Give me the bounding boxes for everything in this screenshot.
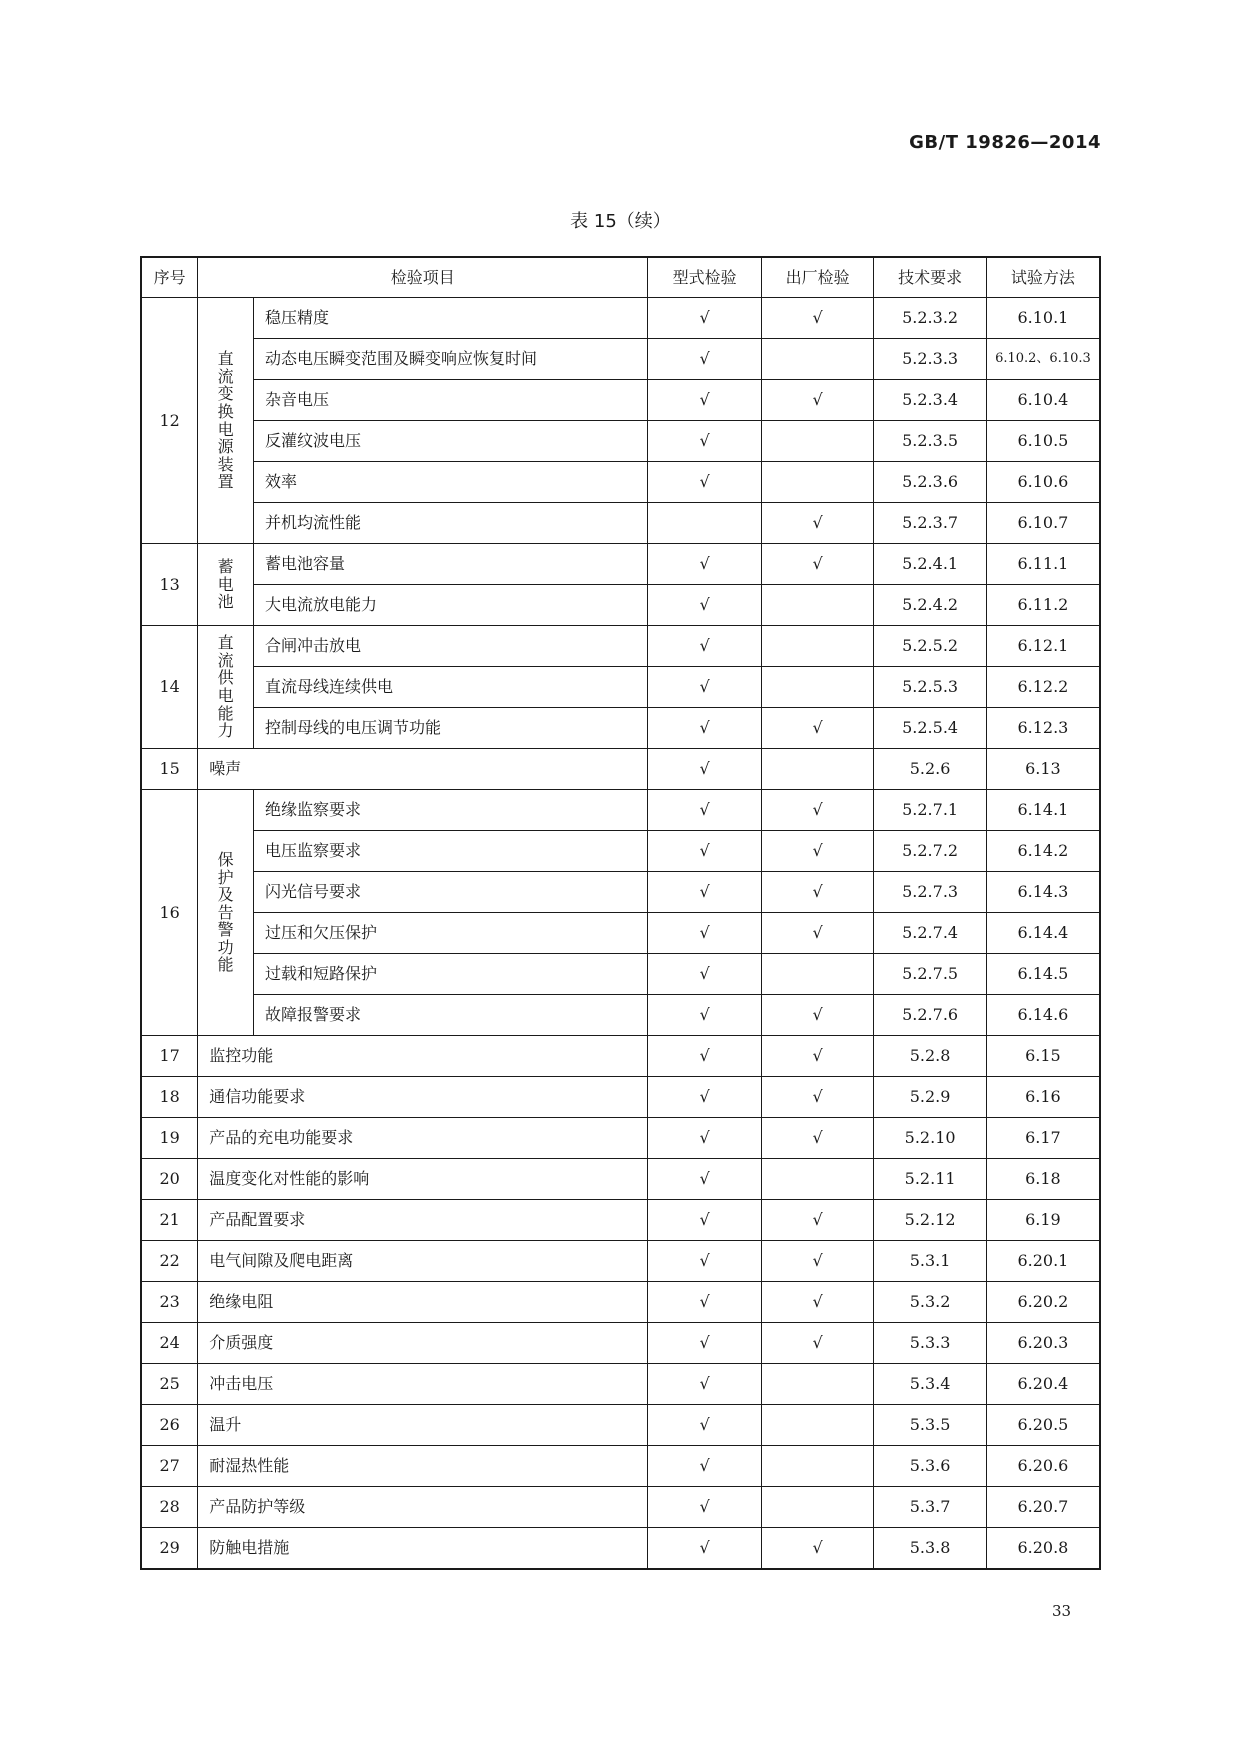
tech-req: 5.3.8 (874, 1528, 986, 1570)
row-item: 效率 (253, 462, 647, 503)
row-seq: 22 (141, 1241, 198, 1282)
tech-req: 5.3.3 (874, 1323, 986, 1364)
row-item: 电压监察要求 (253, 831, 647, 872)
tech-req: 5.2.4.1 (874, 544, 986, 585)
table-row (141, 1036, 1100, 1077)
row-seq: 25 (141, 1364, 198, 1405)
row-item: 绝缘监察要求 (253, 790, 647, 831)
row-seq: 20 (141, 1159, 198, 1200)
row-item: 产品的充电功能要求 (198, 1118, 648, 1159)
tech-req: 5.2.12 (874, 1200, 986, 1241)
tech-req: 5.2.7.3 (874, 872, 986, 913)
row-item: 动态电压瞬变范围及瞬变响应恢复时间 (253, 339, 647, 380)
tech-req: 5.3.2 (874, 1282, 986, 1323)
tech-req: 5.2.4.2 (874, 585, 986, 626)
row-item: 杂音电压 (253, 380, 647, 421)
table-row (141, 1282, 1100, 1323)
factory-test-mark (761, 462, 873, 503)
header-seq: 序号 (141, 257, 198, 298)
test-method: 6.10.2、6.10.3 (986, 339, 1100, 380)
table-row (141, 1446, 1100, 1487)
table-row (141, 1405, 1100, 1446)
factory-test-mark (761, 626, 873, 667)
test-method: 6.20.5 (986, 1405, 1100, 1446)
factory-test-mark (761, 954, 873, 995)
tech-req: 5.3.5 (874, 1405, 986, 1446)
type-test-mark: √ (648, 708, 762, 749)
factory-test-mark (761, 1487, 873, 1528)
tech-req: 5.2.6 (874, 749, 986, 790)
table-row (141, 667, 1100, 708)
type-test-mark: √ (648, 421, 762, 462)
tech-req: 5.2.9 (874, 1077, 986, 1118)
table-row (141, 1077, 1100, 1118)
table-row (141, 462, 1100, 503)
factory-test-mark: √ (761, 1323, 873, 1364)
test-method: 6.20.4 (986, 1364, 1100, 1405)
type-test-mark: √ (648, 1077, 762, 1118)
group-label: 蓄电池 (198, 544, 254, 626)
table-row (141, 954, 1100, 995)
table-header-row (141, 257, 1100, 298)
standard-code: GB/T 19826—2014 (909, 132, 1101, 153)
factory-test-mark: √ (761, 1241, 873, 1282)
tech-req: 5.2.3.2 (874, 298, 986, 339)
factory-test-mark: √ (761, 1118, 873, 1159)
type-test-mark: √ (648, 1118, 762, 1159)
row-seq: 18 (141, 1077, 198, 1118)
factory-test-mark (761, 667, 873, 708)
tech-req: 5.2.3.4 (874, 380, 986, 421)
row-item: 过载和短路保护 (253, 954, 647, 995)
factory-test-mark (761, 421, 873, 462)
table-row (141, 913, 1100, 954)
factory-test-mark (761, 1364, 873, 1405)
row-seq: 28 (141, 1487, 198, 1528)
row-seq: 15 (141, 749, 198, 790)
factory-test-mark: √ (761, 1282, 873, 1323)
type-test-mark: √ (648, 339, 762, 380)
type-test-mark: √ (648, 1364, 762, 1405)
tech-req: 5.2.8 (874, 1036, 986, 1077)
test-method: 6.20.3 (986, 1323, 1100, 1364)
row-seq: 19 (141, 1118, 198, 1159)
test-method: 6.14.1 (986, 790, 1100, 831)
tech-req: 5.2.7.2 (874, 831, 986, 872)
factory-test-mark: √ (761, 708, 873, 749)
group-label: 直流供电能力 (198, 626, 254, 749)
tech-req: 5.2.7.6 (874, 995, 986, 1036)
type-test-mark: √ (648, 585, 762, 626)
table-row (141, 1487, 1100, 1528)
row-seq: 23 (141, 1282, 198, 1323)
row-seq: 24 (141, 1323, 198, 1364)
test-method: 6.12.3 (986, 708, 1100, 749)
row-seq: 21 (141, 1200, 198, 1241)
row-item: 闪光信号要求 (253, 872, 647, 913)
table-row (141, 626, 1100, 667)
test-method: 6.10.1 (986, 298, 1100, 339)
row-item: 耐湿热性能 (198, 1446, 648, 1487)
group-label: 保护及告警功能 (198, 790, 254, 1036)
type-test-mark: √ (648, 954, 762, 995)
type-test-mark: √ (648, 1323, 762, 1364)
type-test-mark: √ (648, 667, 762, 708)
test-method: 6.12.1 (986, 626, 1100, 667)
type-test-mark: √ (648, 831, 762, 872)
type-test-mark: √ (648, 1446, 762, 1487)
test-method: 6.14.3 (986, 872, 1100, 913)
type-test-mark: √ (648, 626, 762, 667)
test-method: 6.12.2 (986, 667, 1100, 708)
type-test-mark: √ (648, 1405, 762, 1446)
row-seq: 13 (141, 544, 198, 626)
row-item: 产品配置要求 (198, 1200, 648, 1241)
type-test-mark: √ (648, 1487, 762, 1528)
factory-test-mark: √ (761, 1528, 873, 1570)
row-item: 大电流放电能力 (253, 585, 647, 626)
test-method: 6.14.4 (986, 913, 1100, 954)
row-item: 冲击电压 (198, 1364, 648, 1405)
row-item: 蓄电池容量 (253, 544, 647, 585)
test-method: 6.10.5 (986, 421, 1100, 462)
row-item: 并机均流性能 (253, 503, 647, 544)
table-row (141, 831, 1100, 872)
row-seq: 12 (141, 298, 198, 544)
factory-test-mark: √ (761, 1036, 873, 1077)
tech-req: 5.3.4 (874, 1364, 986, 1405)
type-test-mark: √ (648, 872, 762, 913)
row-item: 反灌纹波电压 (253, 421, 647, 462)
row-item: 监控功能 (198, 1036, 648, 1077)
row-seq: 27 (141, 1446, 198, 1487)
row-item: 绝缘电阻 (198, 1282, 648, 1323)
test-method: 6.14.2 (986, 831, 1100, 872)
tech-req: 5.3.1 (874, 1241, 986, 1282)
test-method: 6.14.6 (986, 995, 1100, 1036)
row-item: 稳压精度 (253, 298, 647, 339)
factory-test-mark: √ (761, 790, 873, 831)
row-item: 过压和欠压保护 (253, 913, 647, 954)
row-seq: 17 (141, 1036, 198, 1077)
header-factory-test: 出厂检验 (761, 257, 873, 298)
row-item: 防触电措施 (198, 1528, 648, 1570)
tech-req: 5.2.3.7 (874, 503, 986, 544)
factory-test-mark (761, 1405, 873, 1446)
type-test-mark: √ (648, 1528, 762, 1570)
test-method: 6.19 (986, 1200, 1100, 1241)
factory-test-mark: √ (761, 298, 873, 339)
type-test-mark: √ (648, 1282, 762, 1323)
row-seq: 16 (141, 790, 198, 1036)
test-method: 6.10.7 (986, 503, 1100, 544)
inspection-table (140, 256, 1101, 1570)
type-test-mark (648, 503, 762, 544)
header-item: 检验项目 (198, 257, 648, 298)
tech-req: 5.2.11 (874, 1159, 986, 1200)
test-method: 6.14.5 (986, 954, 1100, 995)
factory-test-mark (761, 1446, 873, 1487)
tech-req: 5.2.5.4 (874, 708, 986, 749)
table-row (141, 585, 1100, 626)
test-method: 6.20.8 (986, 1528, 1100, 1570)
factory-test-mark: √ (761, 831, 873, 872)
test-method: 6.20.1 (986, 1241, 1100, 1282)
row-item: 噪声 (198, 749, 648, 790)
factory-test-mark (761, 749, 873, 790)
table-row (141, 749, 1100, 790)
factory-test-mark: √ (761, 872, 873, 913)
table-row (141, 790, 1100, 831)
table-row (141, 503, 1100, 544)
row-item: 介质强度 (198, 1323, 648, 1364)
row-seq: 14 (141, 626, 198, 749)
factory-test-mark: √ (761, 1200, 873, 1241)
row-item: 温度变化对性能的影响 (198, 1159, 648, 1200)
page-number: 33 (1052, 1602, 1072, 1620)
type-test-mark: √ (648, 1036, 762, 1077)
table-row (141, 1200, 1100, 1241)
group-label: 直流变换电源装置 (198, 298, 254, 544)
row-seq: 26 (141, 1405, 198, 1446)
factory-test-mark: √ (761, 913, 873, 954)
tech-req: 5.2.10 (874, 1118, 986, 1159)
tech-req: 5.2.5.2 (874, 626, 986, 667)
type-test-mark: √ (648, 749, 762, 790)
factory-test-mark (761, 1159, 873, 1200)
test-method: 6.13 (986, 749, 1100, 790)
row-item: 产品防护等级 (198, 1487, 648, 1528)
row-item: 电气间隙及爬电距离 (198, 1241, 648, 1282)
tech-req: 5.2.3.5 (874, 421, 986, 462)
table-row (141, 421, 1100, 462)
type-test-mark: √ (648, 1200, 762, 1241)
type-test-mark: √ (648, 462, 762, 503)
type-test-mark: √ (648, 913, 762, 954)
table-row (141, 1364, 1100, 1405)
header-type-test: 型式检验 (648, 257, 762, 298)
table-row (141, 339, 1100, 380)
type-test-mark: √ (648, 1241, 762, 1282)
test-method: 6.10.4 (986, 380, 1100, 421)
table-row (141, 544, 1100, 585)
table-title: 表 15（续） (570, 211, 671, 232)
table-row (141, 1159, 1100, 1200)
row-item: 合闸冲击放电 (253, 626, 647, 667)
factory-test-mark: √ (761, 544, 873, 585)
table-row (141, 1528, 1100, 1570)
table-row (141, 708, 1100, 749)
factory-test-mark (761, 339, 873, 380)
row-item: 故障报警要求 (253, 995, 647, 1036)
table-row (141, 872, 1100, 913)
tech-req: 5.2.7.5 (874, 954, 986, 995)
test-method: 6.20.6 (986, 1446, 1100, 1487)
test-method: 6.10.6 (986, 462, 1100, 503)
table-row (141, 298, 1100, 339)
row-seq: 29 (141, 1528, 198, 1570)
header-tech-req: 技术要求 (874, 257, 986, 298)
factory-test-mark: √ (761, 995, 873, 1036)
test-method: 6.15 (986, 1036, 1100, 1077)
test-method: 6.16 (986, 1077, 1100, 1118)
row-item: 温升 (198, 1405, 648, 1446)
test-method: 6.18 (986, 1159, 1100, 1200)
table-row (141, 380, 1100, 421)
table-row (141, 1323, 1100, 1364)
header-test-method: 试验方法 (986, 257, 1100, 298)
row-item: 通信功能要求 (198, 1077, 648, 1118)
table-row (141, 1118, 1100, 1159)
factory-test-mark: √ (761, 380, 873, 421)
row-item: 直流母线连续供电 (253, 667, 647, 708)
test-method: 6.17 (986, 1118, 1100, 1159)
tech-req: 5.2.5.3 (874, 667, 986, 708)
type-test-mark: √ (648, 1159, 762, 1200)
test-method: 6.11.1 (986, 544, 1100, 585)
tech-req: 5.3.6 (874, 1446, 986, 1487)
tech-req: 5.2.3.6 (874, 462, 986, 503)
test-method: 6.20.2 (986, 1282, 1100, 1323)
tech-req: 5.2.3.3 (874, 339, 986, 380)
type-test-mark: √ (648, 298, 762, 339)
table-row (141, 995, 1100, 1036)
type-test-mark: √ (648, 544, 762, 585)
factory-test-mark: √ (761, 503, 873, 544)
factory-test-mark: √ (761, 1077, 873, 1118)
tech-req: 5.3.7 (874, 1487, 986, 1528)
test-method: 6.11.2 (986, 585, 1100, 626)
test-method: 6.20.7 (986, 1487, 1100, 1528)
tech-req: 5.2.7.4 (874, 913, 986, 954)
type-test-mark: √ (648, 380, 762, 421)
tech-req: 5.2.7.1 (874, 790, 986, 831)
factory-test-mark (761, 585, 873, 626)
type-test-mark: √ (648, 995, 762, 1036)
type-test-mark: √ (648, 790, 762, 831)
table-row (141, 1241, 1100, 1282)
row-item: 控制母线的电压调节功能 (253, 708, 647, 749)
